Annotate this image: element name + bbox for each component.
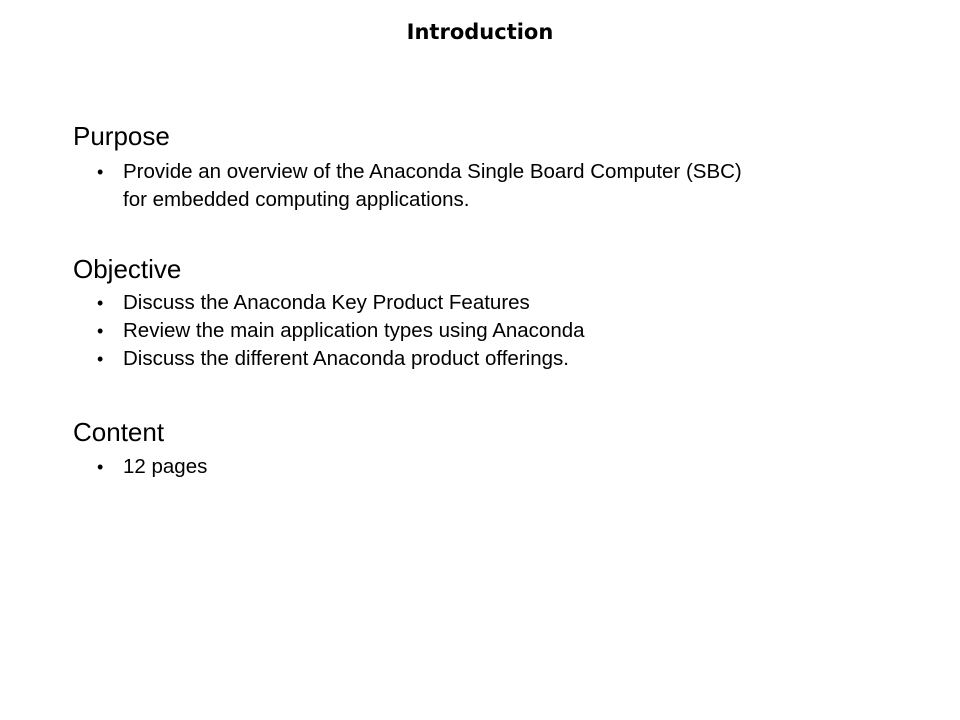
purpose-bullet-1-continuation — [97, 186, 742, 214]
objective-bullet-1 — [97, 289, 585, 317]
section-heading-objective: Objective — [73, 254, 182, 284]
bullet-icon: • — [97, 349, 104, 369]
purpose-bullet-1-continuation-text: for embedded computing applications. — [123, 188, 470, 211]
objective-bullet-2-text: Review the main application types using Anaconda — [123, 319, 585, 342]
objective-bullet-1-text: Discuss the Anaconda Key Product Features — [123, 291, 530, 314]
objective-bullet-2 — [97, 317, 585, 345]
objective-bullet-3 — [97, 345, 585, 373]
bullet-icon: • — [97, 321, 104, 341]
objective-bullet-3-text: Discuss the different Anaconda product offerings. — [123, 347, 569, 370]
section-heading-content: Content — [73, 417, 165, 447]
content-bullet-list — [97, 453, 207, 481]
purpose-bullet-1 — [97, 158, 742, 186]
purpose-bullet-1-text: Provide an overview of the Anaconda Single Board Computer (SBC) — [123, 160, 742, 183]
slide-title: Introduction — [406, 20, 554, 44]
bullet-icon: • — [97, 162, 104, 182]
content-bullet-1 — [97, 453, 207, 481]
bullet-icon: • — [97, 293, 104, 313]
objective-bullet-list — [97, 289, 585, 373]
bullet-icon: • — [97, 457, 104, 477]
content-bullet-1-text: 12 pages — [123, 455, 208, 478]
purpose-bullet-list — [97, 158, 742, 214]
section-heading-purpose: Purpose — [73, 121, 170, 151]
